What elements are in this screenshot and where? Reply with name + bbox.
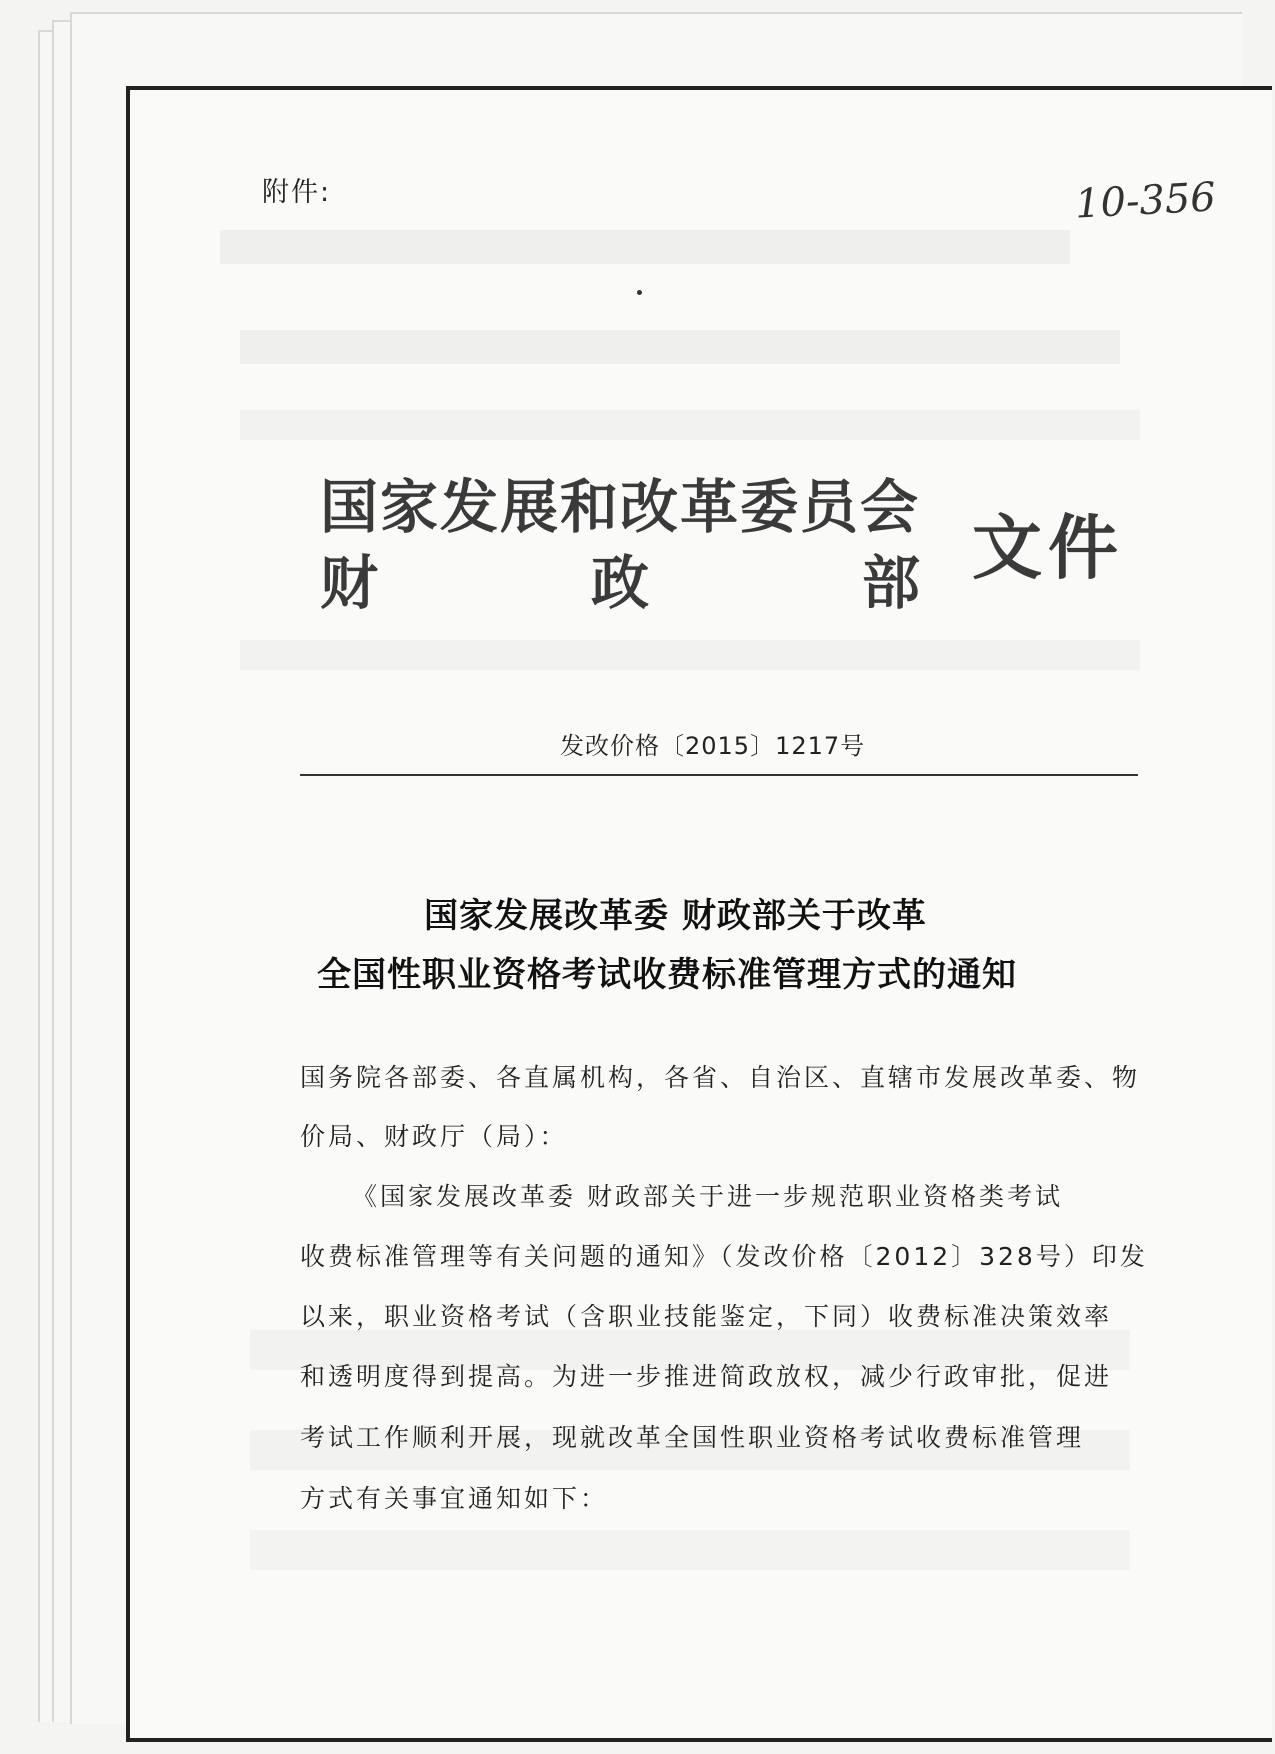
- header-char: 政: [590, 549, 649, 617]
- attachment-label: 附件:: [262, 177, 332, 208]
- handwritten-note: 10-356: [1073, 174, 1217, 228]
- body-line: 收费标准管理等有关问题的通知》（发改价格〔2012〕328号）印发: [300, 1242, 1148, 1271]
- body-line: 考试工作顺利开展，现就改革全国性职业资格考试收费标准管理: [300, 1423, 1085, 1452]
- bleed-through: [240, 410, 1140, 440]
- body-line: 方式有关事宜通知如下：: [300, 1484, 609, 1513]
- header-issuer-2: [320, 536, 920, 620]
- bleed-through: [250, 1530, 1130, 1570]
- body-line: 《国家发展改革委 财政部关于进一步规范职业资格类考试: [352, 1182, 1063, 1211]
- bleed-through: [240, 330, 1120, 364]
- header-suffix: 文件: [972, 506, 1124, 589]
- body-line: 以来，职业资格考试（含职业技能鉴定，下同）收费标准决策效率: [300, 1302, 1113, 1331]
- body-line: 和透明度得到提高。为进一步推进简政放权，减少行政审批，促进: [300, 1362, 1113, 1391]
- document-header: [320, 460, 1140, 620]
- title-line-2: 全国性职业资格考试收费标准管理方式的通知: [317, 955, 1017, 995]
- body-line: 价局、财政厅（局）：: [300, 1122, 568, 1151]
- bleed-through: [240, 640, 1140, 670]
- body-line: 国务院各部委、各直属机构，各省、自治区、直辖市发展改革委、物: [300, 1063, 1141, 1092]
- header-char: 部: [861, 549, 920, 617]
- header-char: 财: [320, 549, 379, 617]
- dot-mark: [637, 290, 642, 295]
- header-issuer-1: 国家发展和改革委员会: [320, 473, 921, 541]
- document-number: 发改价格〔2015〕1217号: [560, 732, 866, 760]
- header-divider: [300, 774, 1138, 776]
- title-line-1: 国家发展改革委 财政部关于改革: [424, 896, 927, 936]
- bleed-through: [220, 230, 1070, 264]
